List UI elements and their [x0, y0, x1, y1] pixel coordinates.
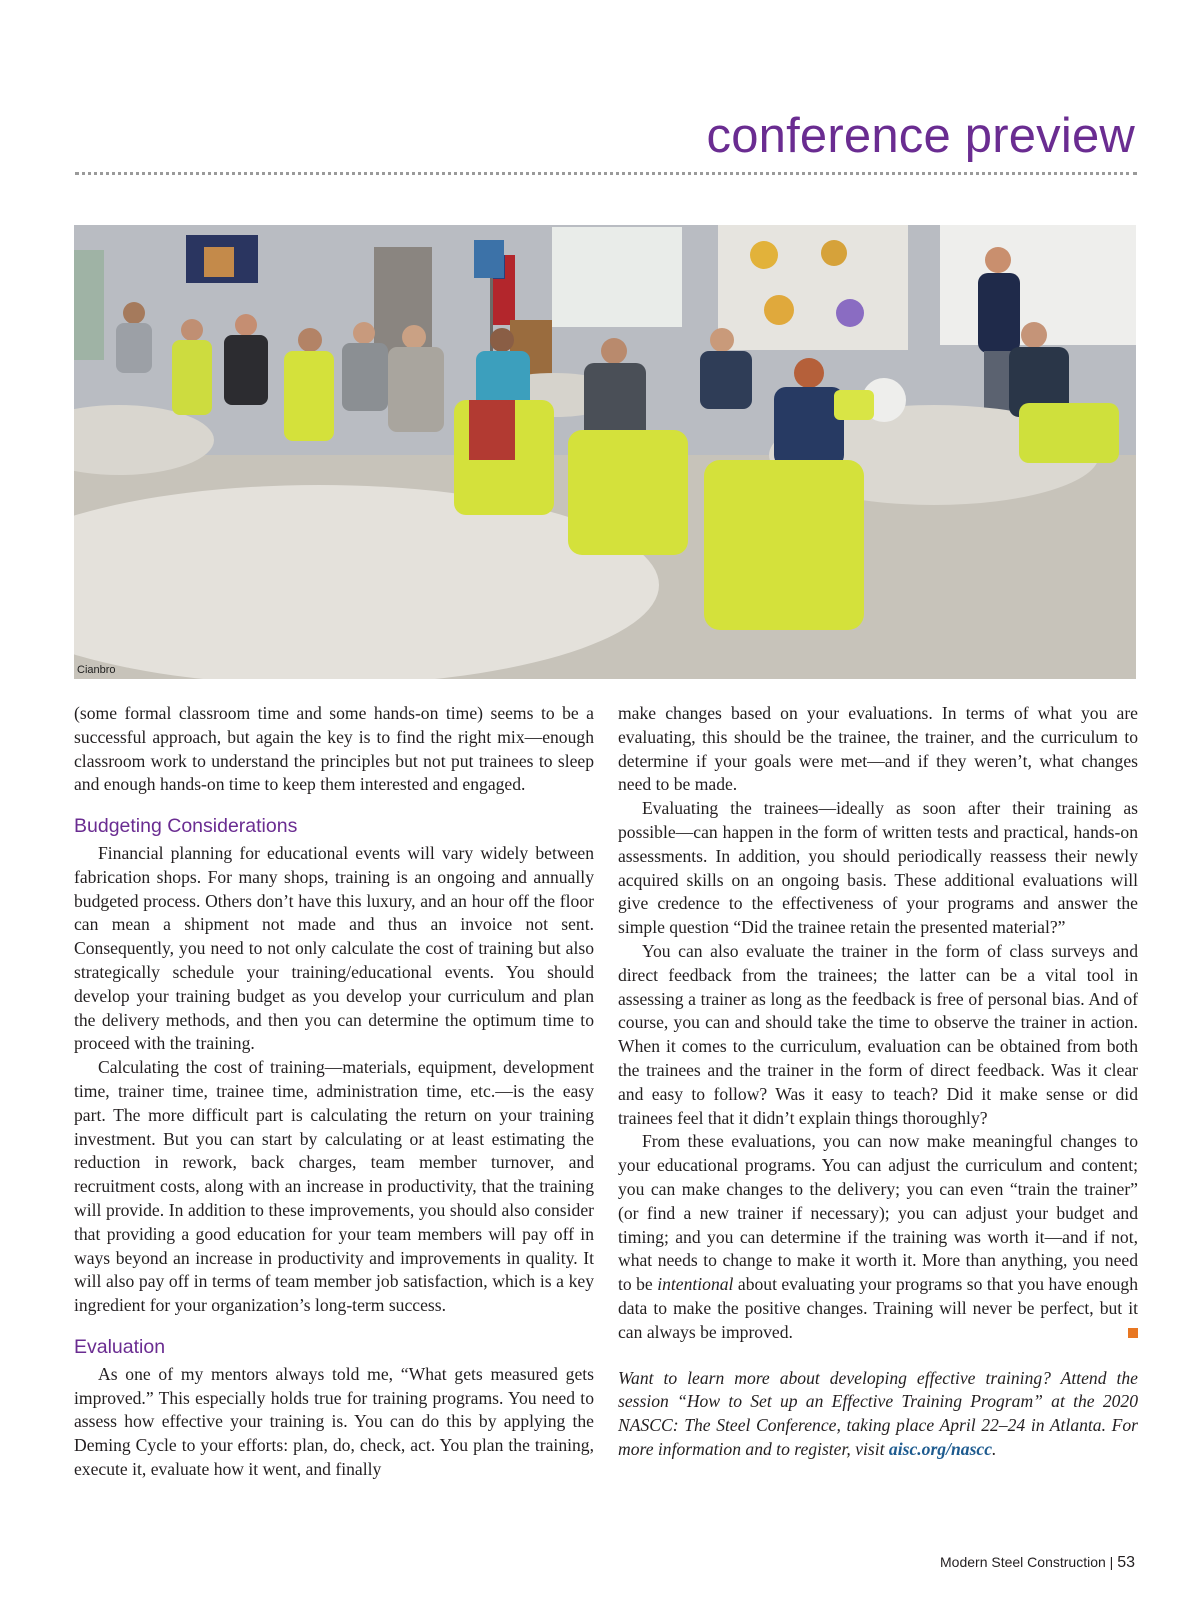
page-number: 53: [1117, 1554, 1135, 1571]
classroom-illustration: [74, 225, 1136, 679]
evaluation-paragraph-1: As one of my mentors always told me, “What gets measured gets improved.” This especially holds true for training programs. You need to assess how effective your training is. You can do this by applying the Deming Cycle to your efforts: plan, do, check, act. You plan the training, execute it, evaluate how it went, and finally: [74, 1363, 594, 1479]
evaluation-p4-emphasis: intentional: [657, 1274, 734, 1295]
budgeting-paragraph-2: Calculating the cost of training—materials, equipment, development time, trainer time, trainee time, administration time, etc.—is the easy part. The more difficult part is calculating the return on your training investment. But you can start by calculating or at least estimating the reduction in rework, back charges, team member turnover, and recruitment costs, along with an increase in productivity, that the training will provide. In addition to these improvements, you should also consider that providing a good education for your team members will pay off in ways beyond an increase in productivity and improvements in quality. It will also pay off in terms of team member job satisfaction, which is a key ingredient for your organization’s long-term success.: [74, 1057, 594, 1316]
promo-end: .: [992, 1438, 997, 1459]
photo-credit: Cianbro: [77, 664, 116, 676]
dotted-divider: [75, 172, 1137, 175]
evaluation-paragraph-4: [618, 1130, 1138, 1344]
nascc-link[interactable]: aisc.org/nascc: [888, 1438, 993, 1459]
classroom-photo: [74, 225, 1136, 679]
promo-text: Want to learn more about developing effective training? Attend the session “How to Set up an Effective Training Program” at the 2020 NASCC: The Steel Conference, taking place April 22–24 in Atlanta. For more information and to register, visit: [618, 1367, 1138, 1459]
continuation-paragraph: make changes based on your evaluations. In terms of what you are evaluating, this should be the trainee, the trainer, and the curriculum to determine if your goals were met—and if they weren’t, what changes need to be made.: [618, 703, 1138, 795]
publication-name: Modern Steel Construction: [940, 1554, 1106, 1570]
end-of-article-mark: [1128, 1328, 1138, 1338]
intro-paragraph: (some formal classroom time and some hands-on time) seems to be a successful approach, but again the key is to find the right mix—enough classroom work to understand the principles but not put trainees to sleep and enough hands-on time to keep them interested and engaged.: [74, 703, 594, 795]
evaluation-p4-text-b: about evaluating your programs so that you have enough data to make the positive changes. Training will never be perfect, but it can always be improved.: [618, 1274, 1138, 1342]
budgeting-heading: Budgeting Considerations: [74, 815, 298, 838]
session-promo: [618, 1367, 1138, 1462]
evaluation-heading: Evaluation: [74, 1335, 166, 1358]
evaluation-p4-text-a: From these evaluations, you can now make meaningful changes to your educational programs. You can adjust the curriculum and content; you can make changes to the delivery; you can even “train the trainer” (or find a new trainer if necessary); you can adjust your budget and timing; and you can determine if the training was worth it—and if not, what needs to change to make it worth it. More than anything, you need to be: [618, 1131, 1138, 1295]
evaluation-paragraph-3: You can also evaluate the trainer in the form of class surveys and direct feedback from the trainees; the latter can be a vital tool in assessing a trainer as long as the feedback is free of personal bias. And of course, you can and should take the time to observe the trainer in action. When it comes to the curriculum, evaluation can be obtained from both the trainees and the trainer in the form of direct feedback. Was it clear and easy to follow? Was it easy to teach? Did it make sense or did trainees feel that it didn’t explain things thoroughly?: [618, 940, 1138, 1128]
evaluation-paragraph-2: Evaluating the trainees—ideally as soon after their training as possible—can happen in the form of written tests and practical, hands-on assessments. In addition, you should periodically reassess their newly acquired skills on an ongoing basis. These additional evaluations will give credence to the effectiveness of your programs and answer the simple question “Did the trainee retain the presented material?”: [618, 798, 1138, 938]
right-column: [618, 702, 1138, 1462]
section-title: conference preview: [706, 109, 1135, 163]
page-footer: [940, 1554, 1135, 1572]
footer-separator: |: [1109, 1554, 1114, 1570]
budgeting-paragraph-1: Financial planning for educational events will vary widely between fabrication shops. For many shops, training is an ongoing and annually budgeted process. Others don’t have this luxury, and an hour off the floor can mean a shipment not made and thus an invoice not sent. Consequently, you need to not only calculate the cost of training but also strategically schedule your training/educational events. You should develop your training budget as you develop your curriculum and plan the delivery methods, and then you can determine the optimum time to proceed with the training.: [74, 842, 594, 1054]
left-column: [74, 702, 594, 1482]
